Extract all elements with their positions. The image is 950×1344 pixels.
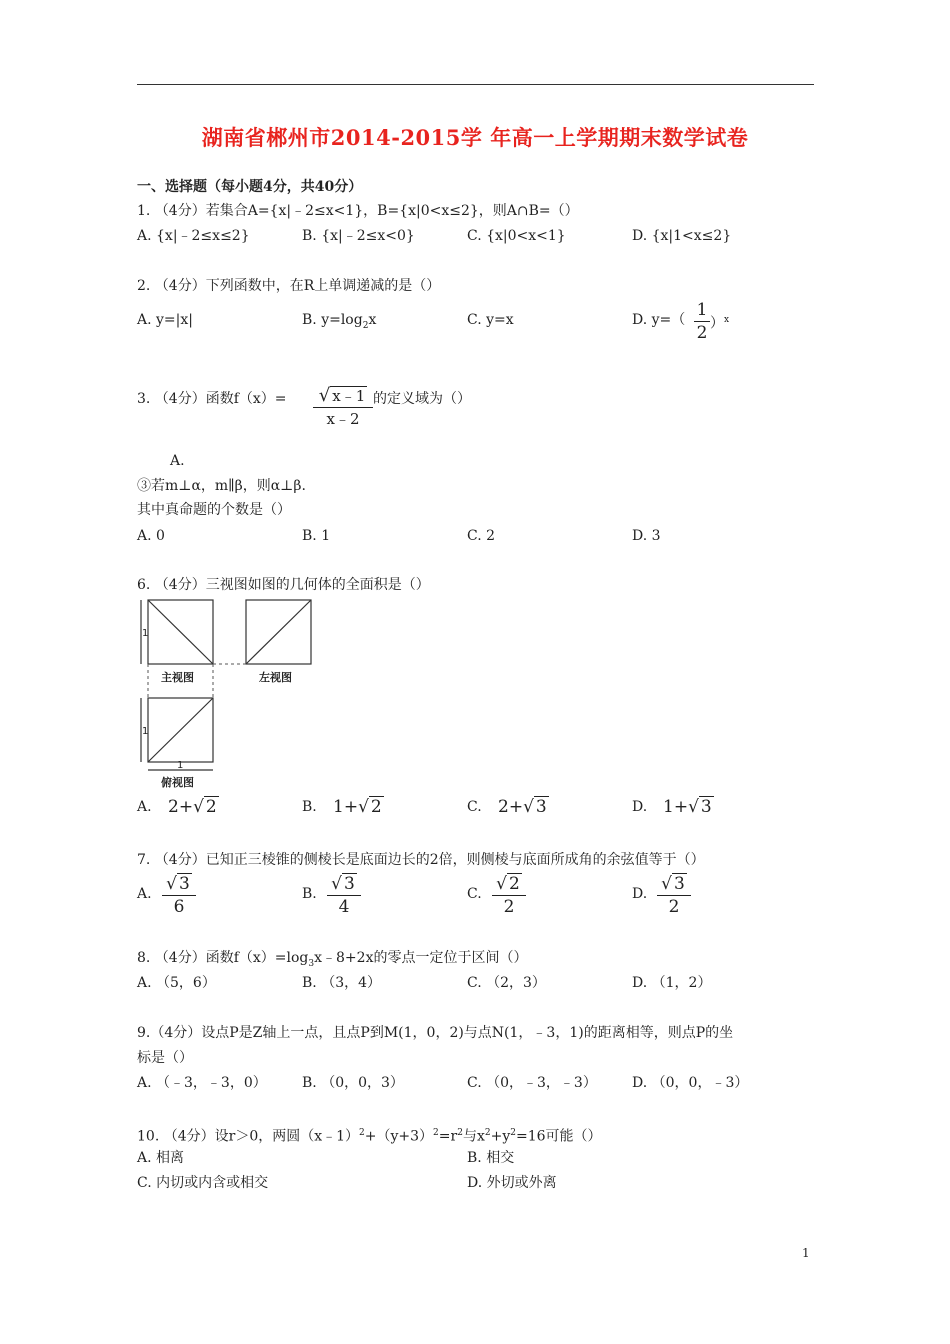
q2-option-b: B. $y=\log_2x$ [302, 312, 377, 331]
q2-option-d-fraction [694, 300, 710, 343]
q3-fraction [313, 386, 373, 429]
q2-option-d-prefix: D. y=（ [632, 312, 686, 328]
q3-option-a: A. [170, 453, 185, 469]
q6-option-c-value: 2+√ 3 [498, 797, 547, 817]
q3-denominator: x﹣2 [326, 410, 360, 428]
top-dimension: 1 [142, 726, 149, 737]
three-view-diagram [133, 596, 323, 792]
q6-option-d-letter: D. [632, 799, 648, 815]
q6-option-c-letter: C. [467, 799, 482, 815]
q7-option-d-fraction: √ 3 2 [657, 874, 691, 917]
q1-stem: 1. （4分）若集合A={x|﹣2≤x<1}，B={x|0<x≤2}，则A∩B=（） [137, 203, 579, 219]
q8-option-d: D. （1，2） [632, 975, 712, 991]
q3-stem-prefix: 3. （4分）函数f（x）= [137, 391, 287, 407]
q6-option-a-value: 2+√ 2 [168, 797, 217, 817]
q1-option-d: D. {x|1<x≤2} [632, 228, 732, 244]
header-rule [137, 84, 814, 85]
q7-stem: 7. （4分）已知正三棱锥的侧棱长是底面边长的2倍，则侧棱与底面所成角的余弦值等于（） [137, 852, 705, 868]
q7-option-a-fraction: √ 3 6 [162, 874, 196, 917]
q9-option-c: C. （0，﹣3，﹣3） [467, 1075, 597, 1091]
q10-option-b: B. 相交 [467, 1150, 515, 1166]
q3-numerator: √ x﹣1 [318, 385, 366, 406]
q2-stem: 2. （4分）下列函数中，在R上单调递减的是（） [137, 278, 441, 294]
page-number: 1 [802, 1246, 810, 1260]
q1-option-c: C. {x|0<x<1} [467, 228, 566, 244]
q2-option-a: A. y=|x| [137, 312, 193, 328]
q2-option-c: C. y=x [467, 312, 514, 328]
front-view-diagonal [148, 600, 213, 664]
q1-option-a: A. {x|﹣2≤x≤2} [137, 228, 250, 244]
q6-option-b-value: 1+√ 2 [333, 797, 382, 817]
q6-option-d-value: 1+√ 3 [663, 797, 712, 817]
q2-d-denominator: 2 [696, 323, 708, 343]
q5-option-c: C. 2 [467, 528, 496, 544]
q7-option-b-fraction: √ 3 4 [327, 874, 361, 917]
q3-stem-suffix: 的定义域为（） [373, 391, 471, 407]
q5-option-b: B. 1 [302, 528, 331, 544]
q7-option-b-letter: B. [302, 886, 317, 902]
top-width-dimension: 1 [177, 760, 184, 771]
front-dimension: 1 [142, 628, 149, 639]
q9-stem-line1: 9.（4分）设点P是Z轴上一点，且点P到M(1，0，2)与点N(1，﹣3，1)的距离相等，则点P的坐 [137, 1025, 734, 1041]
q7-option-c-letter: C. [467, 886, 482, 902]
q7-option-d-letter: D. [632, 886, 648, 902]
q2-option-d-suffix: ）$^x$ [710, 315, 730, 332]
front-view-label: 主视图 [161, 671, 194, 684]
q6-stem: 6. （4分）三视图如图的几何体的全面积是（） [137, 577, 430, 593]
q9-option-a: A. （﹣3，﹣3，0） [137, 1075, 267, 1091]
q9-option-b: B. （0，0，3） [302, 1075, 404, 1091]
q8-option-b: B. （3，4） [302, 975, 382, 991]
q9-option-d: D. （0，0，﹣3） [632, 1075, 749, 1091]
q5-condition-3: ③若m⊥α，m∥β，则α⊥β. [137, 478, 306, 494]
q10-stem: 10. （4分）设r＞0，两圆$(x﹣1)^2+(y+3)^2=r^2$与$x^2+y^2=16$可能（） [137, 1128, 602, 1145]
q8-stem: 8. （4分）函数$f(x)=\log_3x﹣8+2x$的零点一定位于区间（） [137, 950, 528, 969]
q7-option-a-letter: A. [137, 886, 152, 902]
side-view-label: 左视图 [259, 671, 292, 684]
side-view-diagonal [246, 600, 311, 664]
q5-option-d: D. 3 [632, 528, 661, 544]
q10-option-c: C. 内切或内含或相交 [137, 1175, 269, 1191]
q7-option-c-fraction: √ 2 2 [492, 874, 526, 917]
q5-option-a: A. 0 [137, 528, 165, 544]
page-title: 湖南省郴州市2014-2015学 年高一上学期期末数学试卷 [201, 125, 749, 150]
q5-ask: 其中真命题的个数是（） [137, 502, 291, 518]
q1-option-b: B. {x|﹣2≤x<0} [302, 228, 415, 244]
q6-option-a-letter: A. [137, 799, 152, 815]
section-heading: 一、选择题（每小题4分，共40分） [137, 179, 363, 195]
top-view-diagonal [148, 698, 213, 762]
q9-stem-line2: 标是（） [137, 1050, 193, 1066]
q2-d-numerator: 1 [696, 300, 708, 320]
top-view-label: 俯视图 [161, 776, 194, 789]
q8-option-c: C. （2，3） [467, 975, 546, 991]
q10-option-d: D. 外切或外离 [467, 1175, 557, 1191]
q8-option-a: A. （5，6） [137, 975, 216, 991]
q10-option-a: A. 相离 [137, 1150, 185, 1166]
q6-option-b-letter: B. [302, 799, 317, 815]
